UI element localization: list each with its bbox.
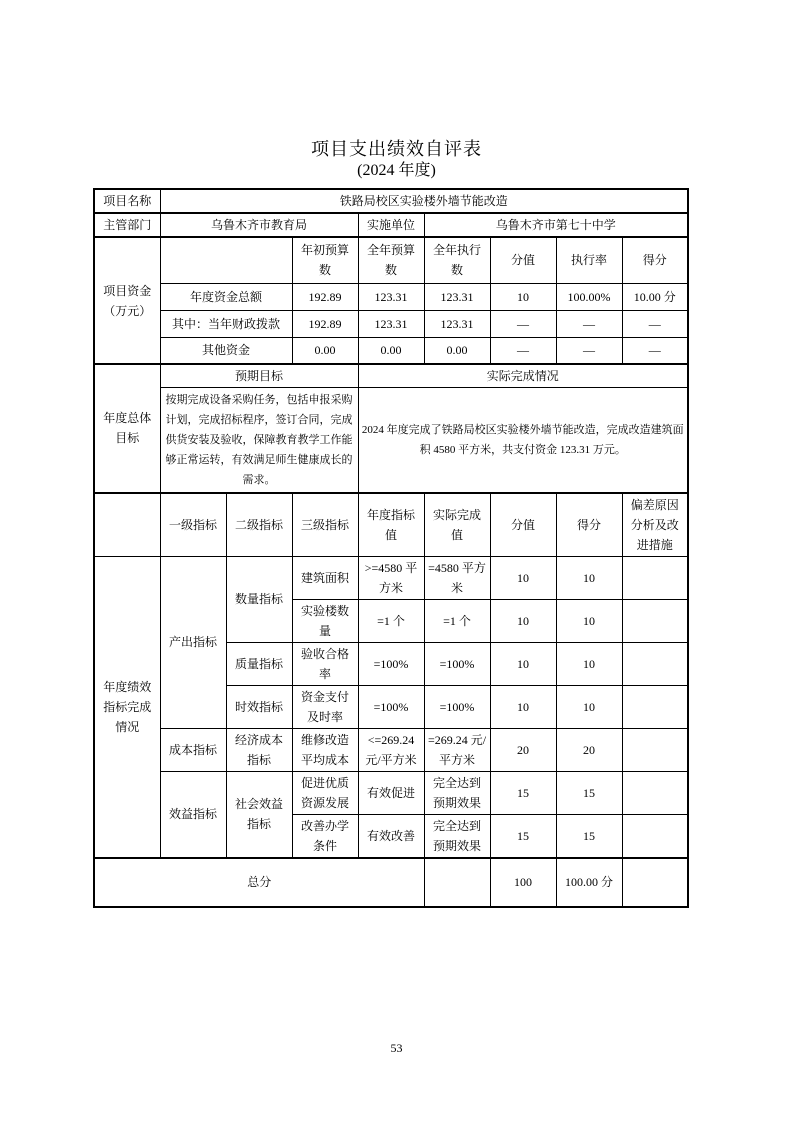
indicator-weight: 10 — [490, 556, 556, 599]
indicator-actual: =269.24 元/平方米 — [424, 728, 490, 771]
funding-section-label: 项目资金（万元） — [94, 237, 160, 364]
goal-actual-header: 实际完成情况 — [358, 364, 688, 388]
funding-cell: 123.31 — [358, 283, 424, 310]
goal-expected-text: 按期完成设备采购任务，包括申报采购计划，完成招标程序，签订合同，完成供货安装及验收，保障教育教学工作能够正常运转，有效满足师生健康成长的需求。 — [160, 388, 358, 493]
indicator-level2-quantity: 数量指标 — [226, 556, 292, 642]
indicator-level3: 资金支付及时率 — [292, 685, 358, 728]
page-number: 53 — [390, 1041, 403, 1055]
indicator-deviation-cell — [622, 599, 688, 642]
indicator-weight: 10 — [490, 642, 556, 685]
indicator-header-weight: 分值 — [490, 493, 556, 557]
indicator-target: <=269.24 元/平方米 — [358, 728, 424, 771]
indicator-actual: =100% — [424, 642, 490, 685]
department-value: 乌鲁木齐市教育局 — [160, 213, 358, 237]
funding-header-score: 得分 — [622, 237, 688, 283]
indicators-section-label: 年度绩效指标完成情况 — [94, 556, 160, 858]
indicator-deviation-cell — [622, 728, 688, 771]
total-actual-cell — [424, 858, 490, 907]
funding-cell: 10 — [490, 283, 556, 310]
funding-header-annual-execution: 全年执行数 — [424, 237, 490, 283]
indicator-score: 10 — [556, 685, 622, 728]
indicator-score: 20 — [556, 728, 622, 771]
page-title: 项目支出绩效自评表 — [311, 139, 482, 159]
indicator-level1-cost: 成本指标 — [160, 728, 226, 771]
funding-cell: 123.31 — [424, 283, 490, 310]
indicator-actual: =1 个 — [424, 599, 490, 642]
funding-cell: 10.00 分 — [622, 283, 688, 310]
goal-expected-header: 预期目标 — [160, 364, 358, 388]
indicator-level2-economic-cost: 经济成本指标 — [226, 728, 292, 771]
indicator-target: 有效改善 — [358, 814, 424, 858]
indicator-deviation-cell — [622, 556, 688, 599]
indicator-actual: =4580 平方米 — [424, 556, 490, 599]
indicator-score: 15 — [556, 771, 622, 814]
funding-cell: — — [556, 337, 622, 364]
goal-actual-text: 2024 年度完成了铁路局校区实验楼外墙节能改造，完成改造建筑面积 4580 平方米，共支付资金 123.31 万元。 — [358, 388, 688, 493]
indicator-header-level3: 三级指标 — [292, 493, 358, 557]
indicator-actual: =100% — [424, 685, 490, 728]
indicator-header-level2: 二级指标 — [226, 493, 292, 557]
indicator-deviation-cell — [622, 685, 688, 728]
indicator-score: 10 — [556, 556, 622, 599]
indicator-level2-social-benefit: 社会效益指标 — [226, 771, 292, 858]
indicator-level3: 促进优质资源发展 — [292, 771, 358, 814]
project-name-value: 铁路局校区实验楼外墙节能改造 — [160, 189, 688, 213]
funding-cell: 0.00 — [292, 337, 358, 364]
funding-header-initial-budget: 年初预算数 — [292, 237, 358, 283]
indicator-target: >=4580 平方米 — [358, 556, 424, 599]
total-label: 总分 — [94, 858, 424, 907]
indicator-header-actual: 实际完成值 — [424, 493, 490, 557]
indicator-deviation-cell — [622, 814, 688, 858]
indicator-level3: 维修改造平均成本 — [292, 728, 358, 771]
indicator-deviation-cell — [622, 642, 688, 685]
indicator-weight: 15 — [490, 771, 556, 814]
funding-cell: — — [490, 310, 556, 337]
funding-cell: 100.00% — [556, 283, 622, 310]
indicator-header-score: 得分 — [556, 493, 622, 557]
indicator-level2-quality: 质量指标 — [226, 642, 292, 685]
funding-row-name: 年度资金总额 — [160, 283, 292, 310]
indicator-header-target: 年度指标值 — [358, 493, 424, 557]
indicator-weight: 20 — [490, 728, 556, 771]
indicator-header-level1: 一级指标 — [160, 493, 226, 557]
funding-cell: — — [622, 310, 688, 337]
indicator-level3: 实验楼数量 — [292, 599, 358, 642]
indicator-weight: 10 — [490, 599, 556, 642]
total-deviation-cell — [622, 858, 688, 907]
indicator-weight: 15 — [490, 814, 556, 858]
funding-header-weight: 分值 — [490, 237, 556, 283]
funding-header-annual-budget: 全年预算数 — [358, 237, 424, 283]
indicator-level3: 验收合格率 — [292, 642, 358, 685]
indicator-score: 15 — [556, 814, 622, 858]
funding-cell: 192.89 — [292, 283, 358, 310]
indicator-level2-timeliness: 时效指标 — [226, 685, 292, 728]
funding-cell: 123.31 — [424, 310, 490, 337]
funding-cell: — — [622, 337, 688, 364]
total-weight: 100 — [490, 858, 556, 907]
indicator-score: 10 — [556, 599, 622, 642]
funding-header-blank-cell — [160, 237, 292, 283]
indicator-header-blank-cell — [94, 493, 160, 557]
indicator-deviation-cell — [622, 771, 688, 814]
indicator-score: 10 — [556, 642, 622, 685]
indicator-target: 有效促进 — [358, 771, 424, 814]
self-evaluation-table — [93, 188, 689, 908]
indicator-level3: 改善办学条件 — [292, 814, 358, 858]
funding-row-name: 其他资金 — [160, 337, 292, 364]
indicator-weight: 10 — [490, 685, 556, 728]
funding-cell: 0.00 — [358, 337, 424, 364]
funding-row-name: 其中：当年财政拨款 — [160, 310, 292, 337]
goal-section-label: 年度总体目标 — [94, 364, 160, 493]
indicator-target: =1 个 — [358, 599, 424, 642]
implementing-unit-value: 乌鲁木齐市第七十中学 — [424, 213, 688, 237]
indicator-header-deviation: 偏差原因分析及改进措施 — [622, 493, 688, 557]
funding-cell: 0.00 — [424, 337, 490, 364]
indicator-actual: 完全达到预期效果 — [424, 814, 490, 858]
indicator-target: =100% — [358, 642, 424, 685]
page-subtitle: (2024 年度) — [357, 162, 436, 179]
funding-cell: 123.31 — [358, 310, 424, 337]
funding-header-execution-rate: 执行率 — [556, 237, 622, 283]
total-score: 100.00 分 — [556, 858, 622, 907]
funding-cell: — — [556, 310, 622, 337]
implementing-unit-label: 实施单位 — [358, 213, 424, 237]
funding-cell: — — [490, 337, 556, 364]
funding-cell: 192.89 — [292, 310, 358, 337]
indicator-level1-benefit: 效益指标 — [160, 771, 226, 858]
indicator-level3: 建筑面积 — [292, 556, 358, 599]
indicator-target: =100% — [358, 685, 424, 728]
indicator-actual: 完全达到预期效果 — [424, 771, 490, 814]
indicator-level1-output: 产出指标 — [160, 556, 226, 728]
project-name-label: 项目名称 — [94, 189, 160, 213]
department-label: 主管部门 — [94, 213, 160, 237]
